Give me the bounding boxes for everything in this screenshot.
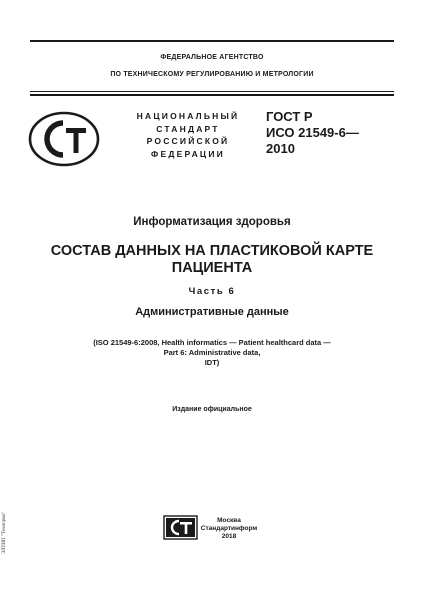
side-note: ЭЛТИП "Технорма" <box>2 511 7 554</box>
designation-line: 2010 <box>266 141 295 156</box>
agency-name-line2: ПО ТЕХНИЧЕСКОМУ РЕГУЛИРОВАНИЮ И МЕТРОЛОГИИ <box>110 71 314 78</box>
header-rule-thin <box>30 91 394 92</box>
national-standard-label <box>126 110 250 160</box>
standard-designation <box>266 109 406 157</box>
top-rule <box>30 40 394 42</box>
iso-reference <box>20 338 404 368</box>
national-standard-line: СТАНДАРТ <box>156 123 220 134</box>
gost-r-emblem-icon <box>28 110 100 168</box>
standartinform-logo-icon <box>163 515 198 540</box>
header-rule-thick <box>30 94 394 96</box>
publisher-line: Москва <box>217 517 241 524</box>
national-standard-line: РОССИЙСКОЙ <box>146 136 230 146</box>
iso-reference-line: IDT) <box>204 358 220 367</box>
title-line: СОСТАВ ДАННЫХ НА ПЛАСТИКОВОЙ КАРТЕ <box>50 243 374 259</box>
publisher-info <box>200 517 258 541</box>
national-standard-line: ФЕДЕРАЦИИ <box>151 148 225 159</box>
document-subtitle: Информатизация здоровья <box>133 216 291 228</box>
part-number: Часть 6 <box>188 286 236 297</box>
designation-line: ГОСТ Р <box>266 109 313 124</box>
designation-line: ИСО 21549-6— <box>266 125 359 140</box>
title-line: ПАЦИЕНТА <box>171 260 253 276</box>
agency-name-line1: ФЕДЕРАЛЬНОЕ АГЕНТСТВО <box>160 54 264 61</box>
iso-reference-line: Part 6: Administrative data, <box>163 348 261 357</box>
iso-reference-line: (ISO 21549-6:2008, Health informatics — Patient healthcard data — <box>93 338 331 347</box>
publisher-line: 2018 <box>221 533 237 540</box>
part-title: Административные данные <box>135 306 289 318</box>
national-standard-line: НАЦИОНАЛЬНЫЙ <box>136 111 240 121</box>
document-title <box>20 243 404 277</box>
edition-label: Издание официальное <box>172 406 252 413</box>
publisher-line: Стандартинформ <box>200 525 258 532</box>
